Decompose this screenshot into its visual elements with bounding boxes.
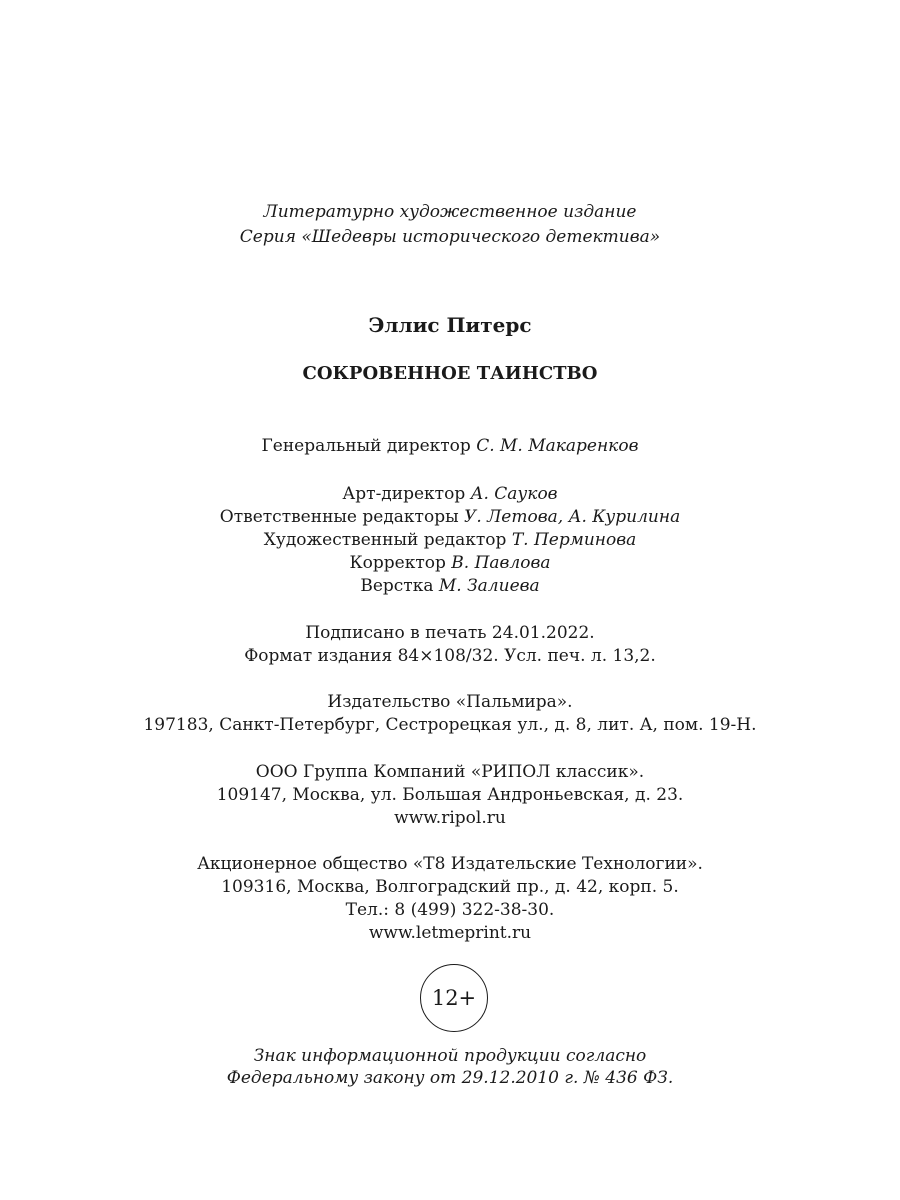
printer-name: Акционерное общество «Т8 Издательские Технологии». xyxy=(197,854,703,874)
publisher-name: Издательство «Пальмира». xyxy=(327,692,573,712)
group-address: 109147, Москва, ул. Большая Андроньевская, д. 23. xyxy=(216,785,684,805)
credit-role: Арт-директор xyxy=(342,484,466,504)
credit-name: Т. Перминова xyxy=(511,530,637,550)
credit-layout xyxy=(0,575,900,598)
edition-type: Литературно художественное издание xyxy=(263,202,637,222)
credit-role: Верстка xyxy=(360,576,434,596)
printer-website: www.letmeprint.ru xyxy=(368,923,532,943)
credit-role: Корректор xyxy=(349,553,446,573)
credit-name: В. Павлова xyxy=(451,553,551,573)
age-rating-note-2: Федеральному закону от 29.12.2010 г. № 436 ФЗ. xyxy=(226,1068,674,1088)
age-rating-note-1: Знак информационной продукции согласно xyxy=(253,1046,647,1066)
credit-role: Генеральный директор xyxy=(261,436,471,456)
printer-phone: Тел.: 8 (499) 322-38-30. xyxy=(345,900,555,920)
printer-address: 109316, Москва, Волгоградский пр., д. 42, корп. 5. xyxy=(221,877,679,897)
group-website: www.ripol.ru xyxy=(394,808,506,828)
print-signed-date: Подписано в печать 24.01.2022. xyxy=(305,623,595,643)
group-name: ООО Группа Компаний «РИПОЛ классик». xyxy=(255,762,645,782)
series-line: Серия «Шедевры исторического детектива» xyxy=(239,227,661,247)
credit-role: Художественный редактор xyxy=(263,530,507,550)
credit-proofreader xyxy=(0,552,900,575)
book-author: Эллис Питерс xyxy=(368,313,532,337)
credit-name: С. М. Макаренков xyxy=(476,436,639,456)
print-format: Формат издания 84×108/32. Усл. печ. л. 13,2. xyxy=(244,646,656,666)
credit-name: У. Летова, А. Курилина xyxy=(464,507,681,527)
age-rating-label: 12+ xyxy=(431,986,477,1010)
credit-art-director xyxy=(0,483,900,506)
book-title: СОКРОВЕННОЕ ТАИНСТВО xyxy=(302,363,598,384)
credit-responsible-editors xyxy=(0,506,900,529)
credit-role: Ответственные редакторы xyxy=(219,507,459,527)
publisher-address: 197183, Санкт-Петербург, Сестрорецкая ул., д. 8, лит. А, пом. 19-Н. xyxy=(143,715,757,735)
credit-art-editor xyxy=(0,529,900,552)
credit-name: А. Сауков xyxy=(470,484,558,504)
credit-name: М. Залиева xyxy=(438,576,540,596)
age-rating-badge xyxy=(420,964,488,1032)
credit-general-director xyxy=(0,435,900,458)
